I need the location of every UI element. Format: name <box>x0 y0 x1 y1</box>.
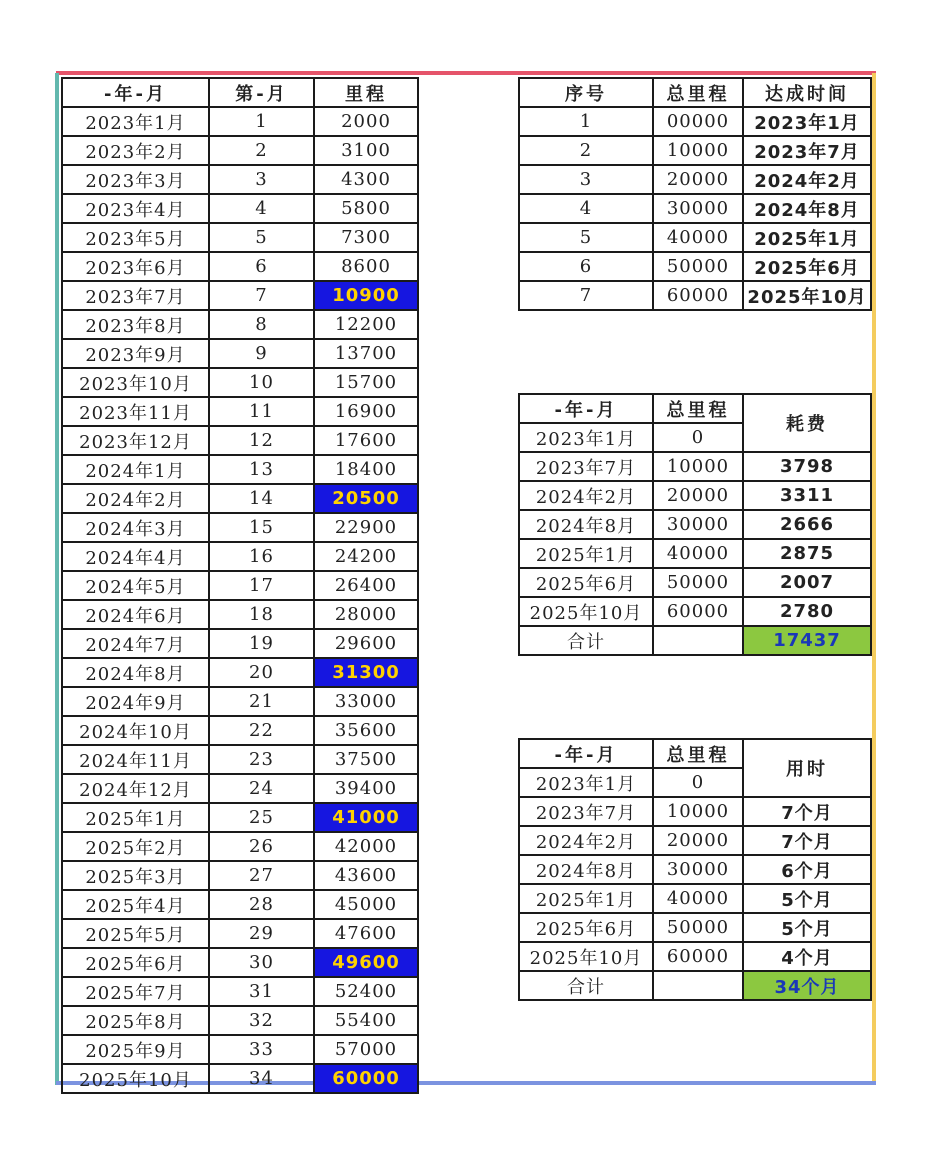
mileage-cell[interactable]: 20500 <box>314 484 418 513</box>
month-cell[interactable]: 2023年8月 <box>62 310 209 339</box>
month-cell[interactable]: 2023年11月 <box>62 397 209 426</box>
total-cell[interactable]: 30000 <box>653 194 743 223</box>
month-cell[interactable]: 2024年6月 <box>62 600 209 629</box>
table-row <box>519 884 871 913</box>
header-month[interactable]: -年-月 <box>62 78 209 107</box>
no-cell[interactable]: 4 <box>519 194 653 223</box>
table-row <box>62 1035 418 1064</box>
mileage-cell[interactable]: 57000 <box>314 1035 418 1064</box>
table-row <box>519 252 871 281</box>
time-cell[interactable]: 7个月 <box>743 826 871 855</box>
mileage-cell[interactable]: 45000 <box>314 890 418 919</box>
time-cell[interactable]: 5个月 <box>743 913 871 942</box>
monthly-mileage-table <box>61 77 419 1094</box>
month-cell[interactable]: 2024年7月 <box>62 629 209 658</box>
mileage-cell[interactable]: 7300 <box>314 223 418 252</box>
cost-cell[interactable]: 2780 <box>743 597 871 626</box>
month-cell[interactable]: 2024年3月 <box>62 513 209 542</box>
mileage-cell[interactable]: 47600 <box>314 919 418 948</box>
mileage-cell[interactable]: 28000 <box>314 600 418 629</box>
index-cell[interactable]: 19 <box>209 629 314 658</box>
no-cell[interactable]: 6 <box>519 252 653 281</box>
month-cell[interactable]: 2025年9月 <box>62 1035 209 1064</box>
total-cell[interactable]: 20000 <box>653 165 743 194</box>
table-row <box>62 484 418 513</box>
mileage-cell[interactable]: 49600 <box>314 948 418 977</box>
month-cell[interactable]: 2025年3月 <box>62 861 209 890</box>
index-cell[interactable]: 13 <box>209 455 314 484</box>
month-cell[interactable]: 2023年1月 <box>519 423 653 452</box>
index-cell[interactable]: 12 <box>209 426 314 455</box>
index-cell[interactable]: 31 <box>209 977 314 1006</box>
mileage-cell[interactable]: 35600 <box>314 716 418 745</box>
table-row <box>62 281 418 310</box>
total-cell[interactable]: 10000 <box>653 452 743 481</box>
no-cell[interactable]: 2 <box>519 136 653 165</box>
month-cell[interactable]: 2023年7月 <box>519 452 653 481</box>
table-row <box>519 165 871 194</box>
total-cell[interactable]: 20000 <box>653 481 743 510</box>
month-cell[interactable]: 2024年9月 <box>62 687 209 716</box>
month-cell[interactable]: 2023年10月 <box>62 368 209 397</box>
table-row <box>62 513 418 542</box>
index-cell[interactable]: 14 <box>209 484 314 513</box>
header-month[interactable]: -年-月 <box>519 739 653 768</box>
table-row <box>62 455 418 484</box>
mileage-cell[interactable]: 37500 <box>314 745 418 774</box>
month-cell[interactable]: 2023年1月 <box>519 768 653 797</box>
no-cell[interactable]: 3 <box>519 165 653 194</box>
table-row <box>519 913 871 942</box>
month-cell[interactable]: 2025年8月 <box>62 1006 209 1035</box>
table-row <box>62 600 418 629</box>
index-cell[interactable]: 1 <box>209 107 314 136</box>
table-header-row <box>62 78 418 107</box>
cost-cell[interactable]: 2007 <box>743 568 871 597</box>
index-cell[interactable]: 27 <box>209 861 314 890</box>
index-cell[interactable]: 33 <box>209 1035 314 1064</box>
month-cell[interactable]: 2025年2月 <box>62 832 209 861</box>
date-cell[interactable]: 2023年1月 <box>743 107 871 136</box>
table-total-row <box>519 971 871 1000</box>
total-cell[interactable]: 30000 <box>653 855 743 884</box>
table-row <box>62 339 418 368</box>
sum-value[interactable]: 34个月 <box>743 971 871 1000</box>
mileage-cell[interactable]: 12200 <box>314 310 418 339</box>
table-row <box>62 426 418 455</box>
index-cell[interactable]: 2 <box>209 136 314 165</box>
mileage-cell[interactable]: 13700 <box>314 339 418 368</box>
sum-value[interactable]: 17437 <box>743 626 871 655</box>
index-cell[interactable]: 8 <box>209 310 314 339</box>
table-row <box>519 510 871 539</box>
month-cell[interactable]: 2025年10月 <box>519 942 653 971</box>
header-total[interactable]: 总里程 <box>653 78 743 107</box>
cost-table <box>518 393 872 656</box>
mileage-cell[interactable]: 42000 <box>314 832 418 861</box>
cost-cell[interactable]: 2666 <box>743 510 871 539</box>
time-cell[interactable]: 5个月 <box>743 884 871 913</box>
table-row <box>62 397 418 426</box>
month-cell[interactable]: 2025年4月 <box>62 890 209 919</box>
header-time[interactable]: 用时 <box>743 739 871 797</box>
mileage-cell[interactable]: 4300 <box>314 165 418 194</box>
month-cell[interactable]: 2024年5月 <box>62 571 209 600</box>
month-cell[interactable]: 2024年2月 <box>519 826 653 855</box>
month-cell[interactable]: 2023年7月 <box>519 797 653 826</box>
index-cell[interactable]: 3 <box>209 165 314 194</box>
header-cost[interactable]: 耗费 <box>743 394 871 452</box>
frame-left-border <box>55 73 59 1085</box>
month-cell[interactable]: 2025年1月 <box>519 884 653 913</box>
month-cell[interactable]: 2024年1月 <box>62 455 209 484</box>
index-cell[interactable]: 25 <box>209 803 314 832</box>
frame-top-border <box>56 71 876 75</box>
total-cell[interactable]: 0 <box>653 768 743 797</box>
mileage-cell[interactable]: 29600 <box>314 629 418 658</box>
table-row <box>62 832 418 861</box>
table-row <box>62 948 418 977</box>
month-cell[interactable]: 2025年5月 <box>62 919 209 948</box>
index-cell[interactable]: 20 <box>209 658 314 687</box>
sum-label[interactable]: 合计 <box>519 971 653 1000</box>
table-row <box>519 136 871 165</box>
frame-right-border <box>872 73 876 1085</box>
table-row <box>62 658 418 687</box>
table-row <box>62 107 418 136</box>
total-cell[interactable]: 60000 <box>653 281 743 310</box>
table-row <box>62 1006 418 1035</box>
total-cell[interactable]: 10000 <box>653 136 743 165</box>
table-row <box>62 310 418 339</box>
month-cell[interactable]: 2024年10月 <box>62 716 209 745</box>
mileage-cell[interactable]: 55400 <box>314 1006 418 1035</box>
date-cell[interactable]: 2025年10月 <box>743 281 871 310</box>
table-header-row <box>519 394 871 423</box>
header-month[interactable]: -年-月 <box>519 394 653 423</box>
month-cell[interactable]: 2024年8月 <box>519 510 653 539</box>
table-row <box>62 919 418 948</box>
total-cell[interactable]: 30000 <box>653 510 743 539</box>
table-row <box>519 481 871 510</box>
date-cell[interactable]: 2023年7月 <box>743 136 871 165</box>
month-cell[interactable]: 2024年12月 <box>62 774 209 803</box>
total-cell[interactable]: 20000 <box>653 826 743 855</box>
month-cell[interactable]: 2023年5月 <box>62 223 209 252</box>
time-cell[interactable]: 4个月 <box>743 942 871 971</box>
table-row <box>62 687 418 716</box>
total-cell[interactable]: 40000 <box>653 539 743 568</box>
table-row <box>519 281 871 310</box>
mileage-cell[interactable]: 15700 <box>314 368 418 397</box>
month-cell[interactable]: 2023年4月 <box>62 194 209 223</box>
index-cell[interactable]: 32 <box>209 1006 314 1035</box>
index-cell[interactable]: 18 <box>209 600 314 629</box>
month-cell[interactable]: 2023年1月 <box>62 107 209 136</box>
total-cell[interactable]: 60000 <box>653 597 743 626</box>
index-cell[interactable]: 34 <box>209 1064 314 1093</box>
mileage-cell[interactable]: 43600 <box>314 861 418 890</box>
index-cell[interactable]: 10 <box>209 368 314 397</box>
total-cell[interactable]: 0 <box>653 423 743 452</box>
mileage-cell[interactable]: 31300 <box>314 658 418 687</box>
month-cell[interactable]: 2025年7月 <box>62 977 209 1006</box>
mileage-cell[interactable]: 5800 <box>314 194 418 223</box>
month-cell[interactable]: 2023年7月 <box>62 281 209 310</box>
index-cell[interactable]: 28 <box>209 890 314 919</box>
total-cell[interactable]: 50000 <box>653 252 743 281</box>
empty-cell[interactable] <box>653 971 743 1000</box>
index-cell[interactable]: 9 <box>209 339 314 368</box>
mileage-cell[interactable]: 33000 <box>314 687 418 716</box>
mileage-cell[interactable]: 8600 <box>314 252 418 281</box>
time-cell[interactable]: 6个月 <box>743 855 871 884</box>
month-cell[interactable]: 2025年6月 <box>519 568 653 597</box>
header-mileage[interactable]: 里程 <box>314 78 418 107</box>
table-row <box>519 452 871 481</box>
month-cell[interactable]: 2025年1月 <box>519 539 653 568</box>
index-cell[interactable]: 4 <box>209 194 314 223</box>
mileage-cell[interactable]: 10900 <box>314 281 418 310</box>
month-cell[interactable]: 2024年8月 <box>62 658 209 687</box>
table-row <box>519 539 871 568</box>
table-row <box>519 107 871 136</box>
date-cell[interactable]: 2025年6月 <box>743 252 871 281</box>
date-cell[interactable]: 2024年8月 <box>743 194 871 223</box>
index-cell[interactable]: 6 <box>209 252 314 281</box>
mileage-cell[interactable]: 22900 <box>314 513 418 542</box>
sum-label[interactable]: 合计 <box>519 626 653 655</box>
total-cell[interactable]: 50000 <box>653 568 743 597</box>
table-row <box>62 745 418 774</box>
index-cell[interactable]: 21 <box>209 687 314 716</box>
table-row <box>519 826 871 855</box>
mileage-cell[interactable]: 2000 <box>314 107 418 136</box>
index-cell[interactable]: 7 <box>209 281 314 310</box>
mileage-cell[interactable]: 52400 <box>314 977 418 1006</box>
month-cell[interactable]: 2024年2月 <box>62 484 209 513</box>
total-cell[interactable]: 00000 <box>653 107 743 136</box>
table-row <box>519 568 871 597</box>
cost-cell[interactable]: 2875 <box>743 539 871 568</box>
header-date[interactable]: 达成时间 <box>743 78 871 107</box>
table-row <box>62 194 418 223</box>
index-cell[interactable]: 30 <box>209 948 314 977</box>
total-cell[interactable]: 60000 <box>653 942 743 971</box>
mileage-cell[interactable]: 18400 <box>314 455 418 484</box>
month-cell[interactable]: 2025年6月 <box>62 948 209 977</box>
month-cell[interactable]: 2024年8月 <box>519 855 653 884</box>
index-cell[interactable]: 24 <box>209 774 314 803</box>
no-cell[interactable]: 7 <box>519 281 653 310</box>
index-cell[interactable]: 11 <box>209 397 314 426</box>
index-cell[interactable]: 5 <box>209 223 314 252</box>
month-cell[interactable]: 2024年4月 <box>62 542 209 571</box>
month-cell[interactable]: 2024年11月 <box>62 745 209 774</box>
mileage-cell[interactable]: 60000 <box>314 1064 418 1093</box>
cost-cell[interactable]: 3311 <box>743 481 871 510</box>
header-total[interactable]: 总里程 <box>653 739 743 768</box>
header-no[interactable]: 序号 <box>519 78 653 107</box>
milestone-table <box>518 77 872 311</box>
empty-cell[interactable] <box>653 626 743 655</box>
mileage-cell[interactable]: 24200 <box>314 542 418 571</box>
mileage-cell[interactable]: 16900 <box>314 397 418 426</box>
header-total[interactable]: 总里程 <box>653 394 743 423</box>
month-cell[interactable]: 2025年10月 <box>62 1064 209 1093</box>
total-cell[interactable]: 10000 <box>653 797 743 826</box>
total-cell[interactable]: 40000 <box>653 223 743 252</box>
table-header-row <box>519 78 871 107</box>
table-row <box>519 223 871 252</box>
table-row <box>62 629 418 658</box>
cost-cell[interactable]: 3798 <box>743 452 871 481</box>
table-row <box>62 571 418 600</box>
time-cell[interactable]: 7个月 <box>743 797 871 826</box>
table-row <box>62 716 418 745</box>
no-cell[interactable]: 1 <box>519 107 653 136</box>
month-cell[interactable]: 2023年3月 <box>62 165 209 194</box>
total-cell[interactable]: 40000 <box>653 884 743 913</box>
time-table <box>518 738 872 1001</box>
mileage-cell[interactable]: 39400 <box>314 774 418 803</box>
no-cell[interactable]: 5 <box>519 223 653 252</box>
index-cell[interactable]: 17 <box>209 571 314 600</box>
total-cell[interactable]: 50000 <box>653 913 743 942</box>
table-total-row <box>519 626 871 655</box>
month-cell[interactable]: 2023年12月 <box>62 426 209 455</box>
month-cell[interactable]: 2025年10月 <box>519 597 653 626</box>
month-cell[interactable]: 2023年9月 <box>62 339 209 368</box>
month-cell[interactable]: 2024年2月 <box>519 481 653 510</box>
mileage-cell[interactable]: 41000 <box>314 803 418 832</box>
index-cell[interactable]: 23 <box>209 745 314 774</box>
month-cell[interactable]: 2025年6月 <box>519 913 653 942</box>
table-row <box>62 803 418 832</box>
table-row <box>62 223 418 252</box>
table-row <box>62 977 418 1006</box>
index-cell[interactable]: 22 <box>209 716 314 745</box>
table-row <box>62 542 418 571</box>
mileage-cell[interactable]: 17600 <box>314 426 418 455</box>
table-row <box>519 597 871 626</box>
mileage-cell[interactable]: 26400 <box>314 571 418 600</box>
table-row <box>62 165 418 194</box>
mileage-cell[interactable]: 3100 <box>314 136 418 165</box>
table-row <box>62 136 418 165</box>
month-cell[interactable]: 2023年2月 <box>62 136 209 165</box>
index-cell[interactable]: 29 <box>209 919 314 948</box>
date-cell[interactable]: 2025年1月 <box>743 223 871 252</box>
table-row <box>519 797 871 826</box>
month-cell[interactable]: 2025年1月 <box>62 803 209 832</box>
index-cell[interactable]: 15 <box>209 513 314 542</box>
table-row <box>62 890 418 919</box>
table-row <box>62 861 418 890</box>
table-row <box>519 194 871 223</box>
table-row <box>519 855 871 884</box>
table-row <box>519 942 871 971</box>
date-cell[interactable]: 2024年2月 <box>743 165 871 194</box>
month-cell[interactable]: 2023年6月 <box>62 252 209 281</box>
table-row <box>62 774 418 803</box>
index-cell[interactable]: 16 <box>209 542 314 571</box>
table-row <box>62 1064 418 1093</box>
index-cell[interactable]: 26 <box>209 832 314 861</box>
table-row <box>62 368 418 397</box>
table-header-row <box>519 739 871 768</box>
table-row <box>62 252 418 281</box>
header-index[interactable]: 第-月 <box>209 78 314 107</box>
